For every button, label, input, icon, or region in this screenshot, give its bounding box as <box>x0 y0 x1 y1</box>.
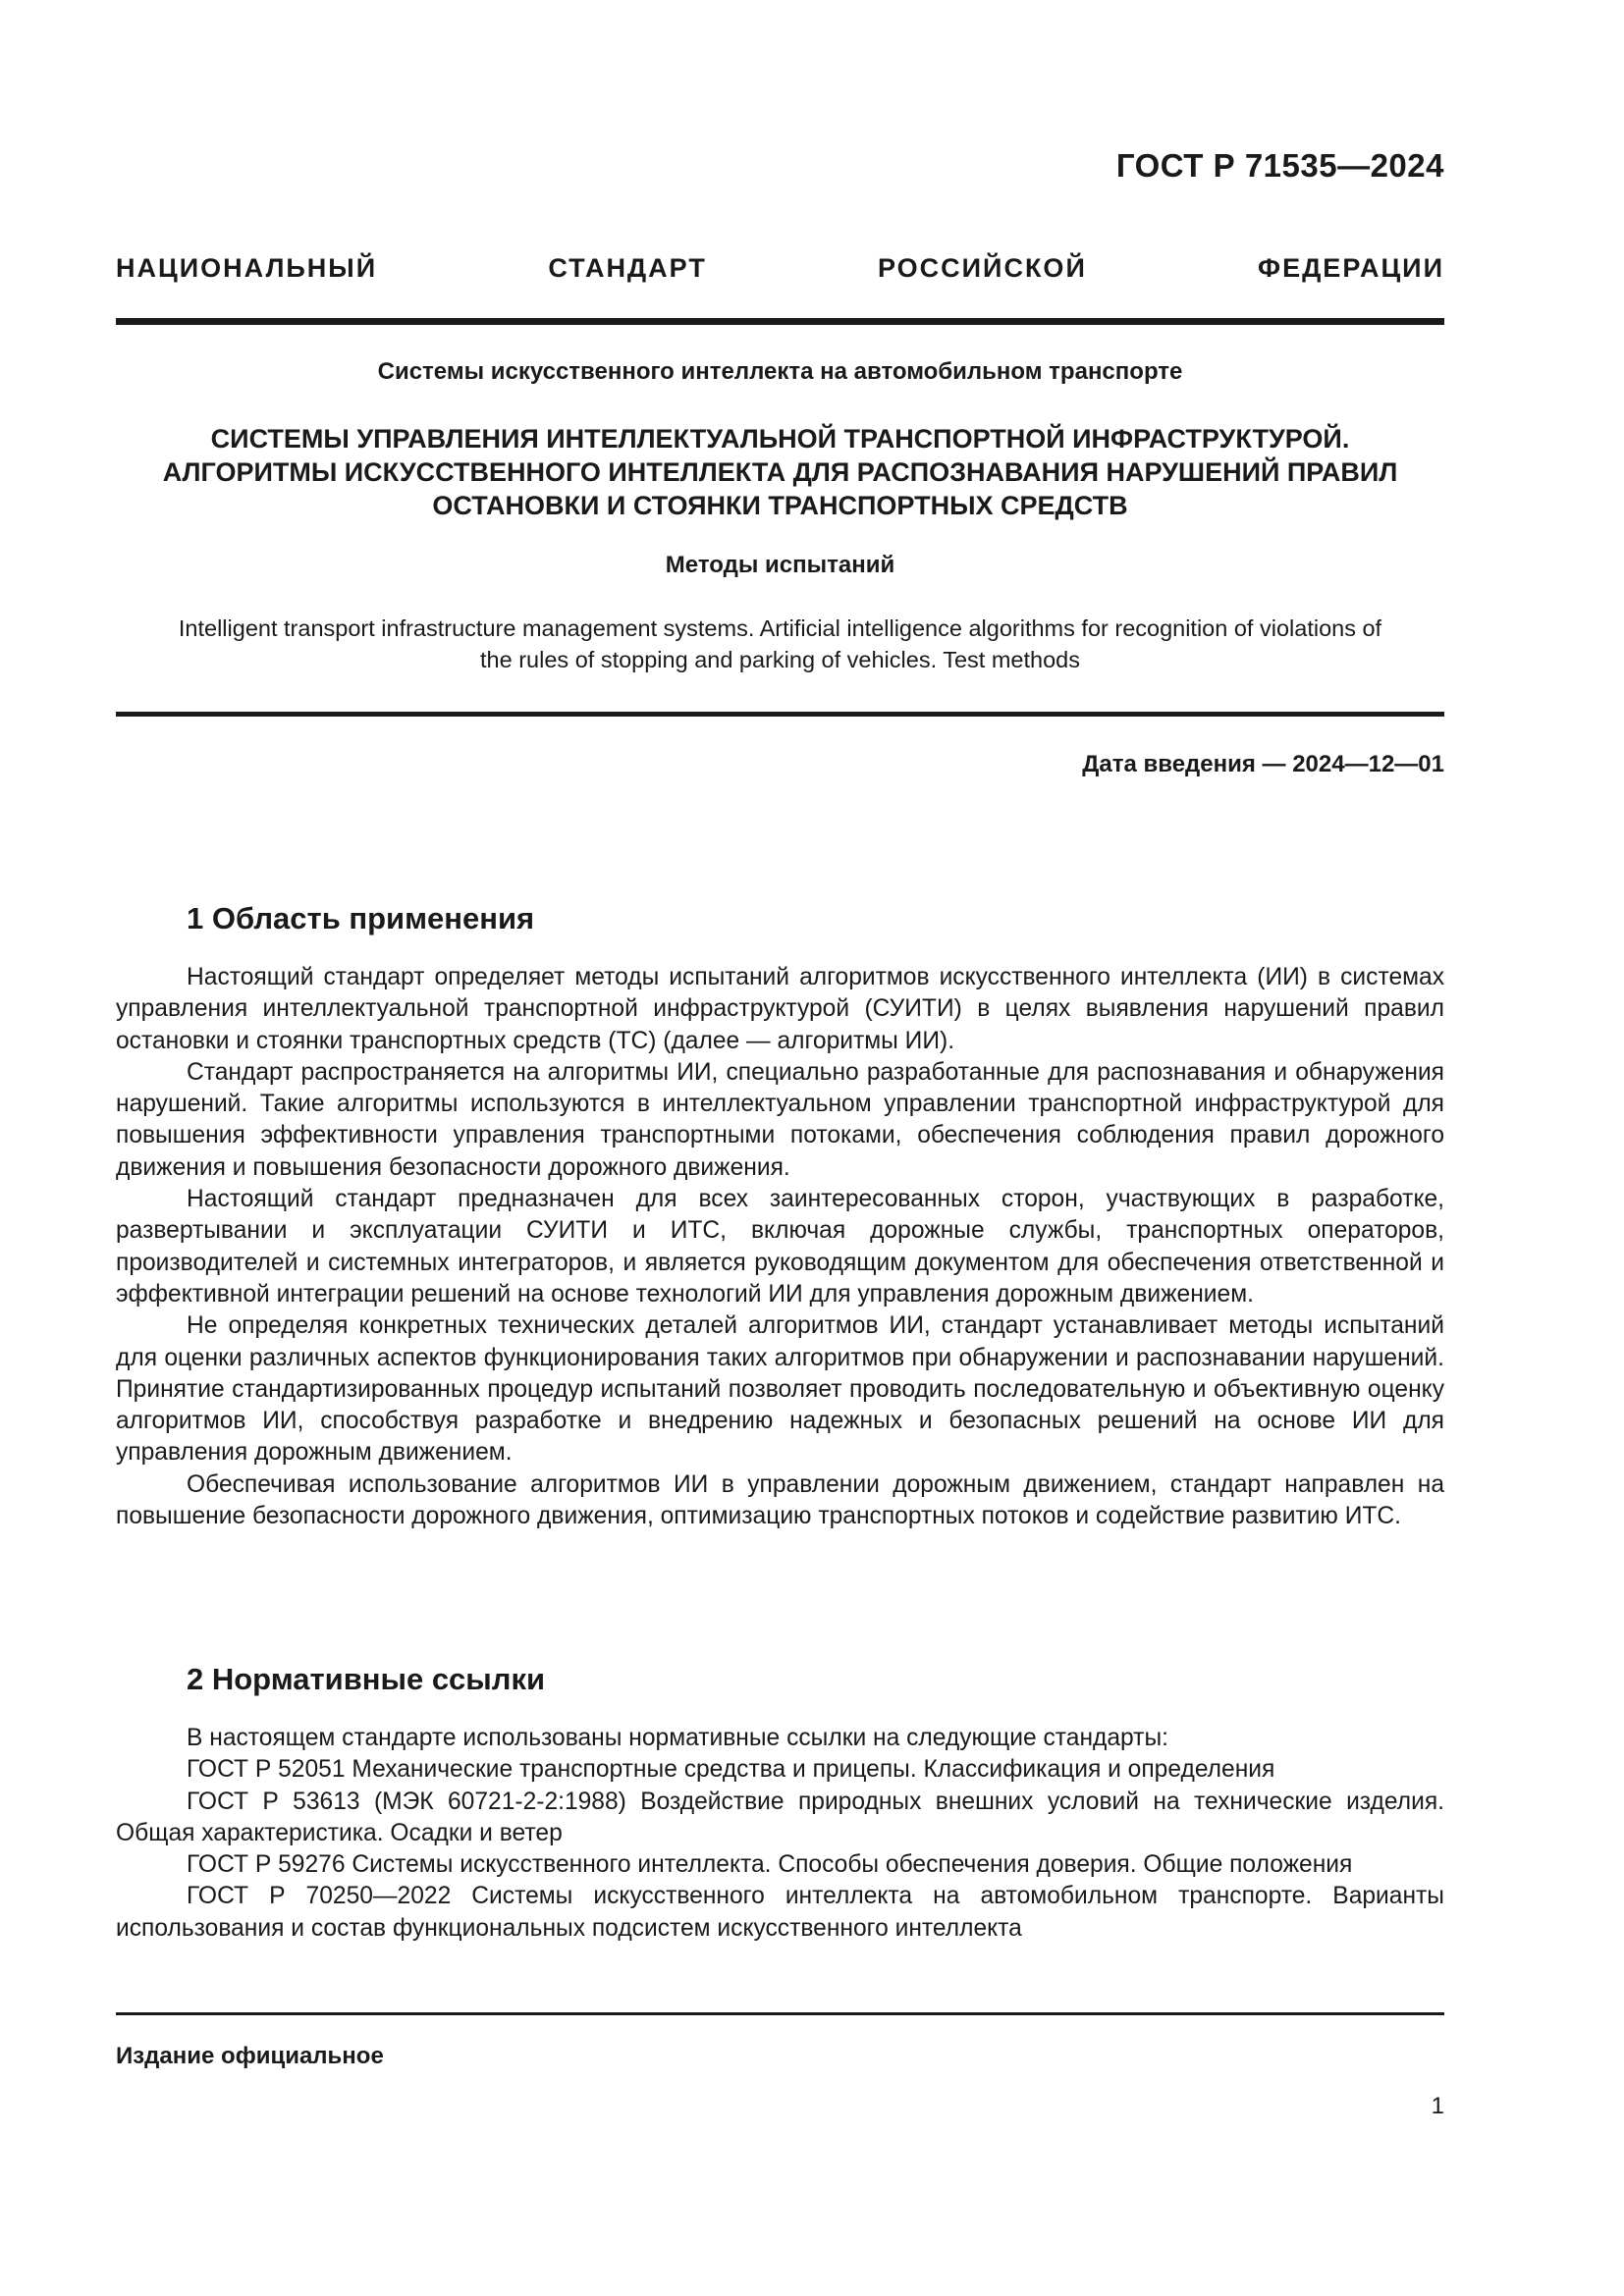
top-divider <box>116 318 1444 325</box>
main-title-line: АЛГОРИТМЫ ИСКУССТВЕННОГО ИНТЕЛЛЕКТА ДЛЯ РАСПОЗНАВАНИЯ НАРУШЕНИЙ ПРАВИЛ <box>162 457 1398 487</box>
english-title <box>116 613 1444 675</box>
series-title: Системы искусственного интеллекта на автомобильном транспорте <box>377 358 1183 385</box>
methods-title: Методы испытаний <box>665 552 895 578</box>
page-number: 1 <box>1431 2093 1444 2119</box>
english-title-line: Intelligent transport infrastructure management systems. Artificial intelligence algorithms for recognition of violations of <box>178 615 1382 641</box>
main-title-line: ОСТАНОВКИ И СТОЯНКИ ТРАНСПОРТНЫХ СРЕДСТВ <box>432 491 1128 520</box>
paragraph: Обеспечивая использование алгоритмов ИИ в управлении дорожным движением, стандарт направлен на повышение безопасности дорожного движения, оптимизацию транспортных потоков и содействие развитию ИТС. <box>116 1470 1444 1530</box>
national-standard-title: НАЦИОНАЛЬНЫЙ СТАНДАРТ РОССИЙСКОЙ ФЕДЕРАЦИИ <box>116 253 1444 283</box>
section-2-body <box>116 1723 1444 1945</box>
official-edition-label: Издание официальное <box>116 2043 384 2069</box>
section-1-body <box>116 962 1444 1532</box>
section-2-heading: 2 Нормативные ссылки <box>187 1662 546 1696</box>
reference-item: ГОСТ Р 53613 (МЭК 60721-2-2:1988) Воздействие природных внешних условий на технические изделия. Общая характеристика. Осадки и ветер <box>116 1788 1444 1846</box>
paragraph: Стандарт распространяется на алгоритмы ИИ, специально разработанные для распознавания и обнаружения нарушений. Такие алгоритмы используются в интеллектуальном управлении транспортной инфраструктурой для повышения эффективности управления транспортными потоками, обеспечения соблюдения правил дорожного движения и повышения безопасности дорожного движения. <box>116 1058 1444 1181</box>
main-title <box>116 422 1444 522</box>
paragraph: Не определяя конкретных технических деталей алгоритмов ИИ, стандарт устанавливает методы испытаний для оценки различных аспектов функционирования таких алгоритмов при обнаружении и распознавании нарушений. Принятие стандартизированных процедур испытаний позволяет проводить последовательную и объективную оценку алгоритмов ИИ, способствуя разработке и внедрению надежных и безопасных решений на основе ИИ для управления дорожным движением. <box>116 1312 1444 1467</box>
reference-item: ГОСТ Р 70250—2022 Системы искусственного интеллекта на автомобильном транспорте. Варианты использования и состав функциональных подсистем искусственного интеллекта <box>116 1883 1444 1942</box>
section-1-heading: 1 Область применения <box>187 901 535 935</box>
gost-number: ГОСТ Р 71535—2024 <box>1115 147 1444 184</box>
reference-item: ГОСТ Р 52051 Механические транспортные средства и прицепы. Классификация и определения <box>187 1756 1275 1784</box>
paragraph: Настоящий стандарт предназначен для всех заинтересованных сторон, участвующих в разработке, развертывании и эксплуатации СУИТИ и ИТС, включая дорожные службы, транспортных операторов, производителей и системных интеграторов, и является руководящим документом для обеспечения ответственной и эффективной интеграции решений на основе технологий ИИ для управления дорожным движением. <box>116 1186 1444 1308</box>
reference-item: ГОСТ Р 59276 Системы искусственного интеллекта. Способы обеспечения доверия. Общие положения <box>187 1851 1353 1879</box>
main-title-line: СИСТЕМЫ УПРАВЛЕНИЯ ИНТЕЛЛЕКТУАЛЬНОЙ ТРАНСПОРТНОЙ ИНФРАСТРУКТУРОЙ. <box>210 424 1350 454</box>
english-title-line: the rules of stopping and parking of vehicles. Test methods <box>480 647 1080 672</box>
paragraph: Настоящий стандарт определяет методы испытаний алгоритмов искусственного интеллекта (ИИ) в системах управления интеллектуальной транспортной инфраструктурой (СУИТИ) в целях выявления нарушений правил остановки и стоянки транспортных средств (ТС) (далее — алгоритмы ИИ). <box>116 964 1444 1054</box>
footer-divider <box>116 2012 1444 2015</box>
title-divider <box>116 712 1444 717</box>
paragraph: В настоящем стандарте использованы нормативные ссылки на следующие стандарты: <box>187 1725 1168 1751</box>
introduction-date: Дата введения — 2024—12—01 <box>1082 751 1444 777</box>
